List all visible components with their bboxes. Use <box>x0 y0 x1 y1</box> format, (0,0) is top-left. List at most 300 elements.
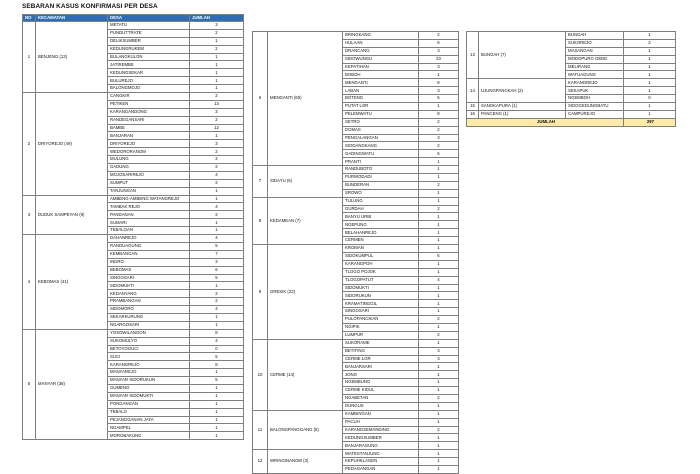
table-row <box>23 93 244 101</box>
desa-name: METATU <box>108 22 190 30</box>
row-number: 2 <box>23 93 36 196</box>
jumlah-value: 1 <box>419 410 459 418</box>
header-desa: DESA <box>108 15 190 22</box>
desa-name: SROWO <box>343 189 419 197</box>
jumlah-value: 2 <box>419 126 459 134</box>
table-row <box>23 22 244 30</box>
desa-name: BETOYOGUCI <box>108 345 190 353</box>
desa-name: PEJANGGANAN JAYA <box>108 416 190 424</box>
jumlah-value: 1 <box>419 387 459 395</box>
jumlah-value: 5 <box>190 353 244 361</box>
jumlah-value: 3 <box>190 258 244 266</box>
desa-name: NGABETAN <box>343 394 419 402</box>
jumlah-value: 1 <box>419 339 459 347</box>
desa-name: RANDUBOTO <box>343 166 419 174</box>
desa-name: WATUAGUNG <box>566 71 624 79</box>
desa-name: PANDANAN <box>108 211 190 219</box>
jumlah-value: 1 <box>419 300 459 308</box>
desa-name: LABAN <box>343 87 419 95</box>
desa-name: BRINGKANG <box>343 32 419 40</box>
jumlah-value: 4 <box>190 203 244 211</box>
row-number: 8 <box>253 197 268 244</box>
desa-name: SIODANGKANG <box>343 142 419 150</box>
jumlah-value: 1 <box>624 87 676 95</box>
header-no: NO <box>23 15 36 22</box>
desa-name: MULUNG <box>108 156 190 164</box>
jumlah-value: 1 <box>190 85 244 93</box>
jumlah-value: 8 <box>190 329 244 337</box>
kecamatan-name: KEDAMEAN (7) <box>268 197 343 244</box>
row-number: 1 <box>23 22 36 93</box>
desa-name: PELEMWATU <box>343 110 419 118</box>
desa-name: KEPUHKLAGEN <box>343 458 419 466</box>
jumlah-value: 1 <box>190 53 244 61</box>
jumlah-value: 5 <box>419 95 459 103</box>
table-row <box>253 166 459 174</box>
desa-name: PURWODADI <box>343 174 419 182</box>
jumlah-value: 1 <box>419 221 459 229</box>
total-row <box>467 118 676 126</box>
row-number: 4 <box>23 235 36 330</box>
table-row <box>253 197 459 205</box>
jumlah-value: 1 <box>190 432 244 440</box>
jumlah-value: 2 <box>419 32 459 40</box>
desa-name: INDRO <box>108 258 190 266</box>
jumlah-value: 1 <box>624 55 676 63</box>
kecamatan-name: DRIYOREJO (49) <box>36 93 108 196</box>
kecamatan-name: BENJENG (13) <box>36 22 108 93</box>
row-number: 10 <box>253 339 268 410</box>
desa-name: KEDUNGRUKEM <box>108 45 190 53</box>
desa-name: HULAAN <box>343 39 419 47</box>
desa-name: DRANCANG <box>343 47 419 55</box>
desa-name: BANJARAGUNG <box>343 442 419 450</box>
desa-name: JONO <box>343 371 419 379</box>
jumlah-value: 3 <box>190 22 244 30</box>
table-row <box>253 32 459 40</box>
desa-name: SIDORUKUN <box>343 292 419 300</box>
row-number: 13 <box>467 32 479 79</box>
row-number: 14 <box>467 79 479 103</box>
desa-name: CERME LOR <box>343 355 419 363</box>
jumlah-value: 1 <box>624 63 676 71</box>
total-label: JUMLAH <box>467 118 624 126</box>
jumlah-value: 2 <box>190 164 244 172</box>
jumlah-value: 2 <box>190 156 244 164</box>
desa-name: DELIKSUMBER <box>108 37 190 45</box>
desa-name: PULOPANCIKAN <box>343 316 419 324</box>
desa-name: BULUREJO <box>108 77 190 85</box>
total-value: 297 <box>624 118 676 126</box>
jumlah-value: 1 <box>190 416 244 424</box>
jumlah-value: 1 <box>419 229 459 237</box>
kecamatan-name: WRINGINANOM (3) <box>268 450 343 474</box>
table-row <box>23 195 244 203</box>
jumlah-value: 1 <box>190 227 244 235</box>
kecamatan-name: UJUNGPANGKAH (2) <box>479 79 566 103</box>
row-number: 3 <box>23 195 36 234</box>
desa-name: SUKOREJO <box>566 39 624 47</box>
jumlah-value: 1 <box>419 308 459 316</box>
jumlah-value: 1 <box>419 363 459 371</box>
jumlah-value: 1 <box>190 77 244 85</box>
jumlah-value: 1 <box>419 442 459 450</box>
desa-name: BAMBE <box>108 124 190 132</box>
desa-name: DUNGUS <box>343 402 419 410</box>
desa-name: KEDUNGSEKAR <box>108 69 190 77</box>
jumlah-value: 2 <box>190 298 244 306</box>
desa-name: PACUH <box>343 418 419 426</box>
jumlah-value: 2 <box>419 316 459 324</box>
jumlah-value: 0 <box>624 95 676 103</box>
desa-name: JATIREMBE <box>108 61 190 69</box>
desa-name: BEBOMAS <box>108 266 190 274</box>
jumlah-value: 6 <box>190 266 244 274</box>
jumlah-value: 5 <box>190 274 244 282</box>
desa-name: TEBALO <box>108 408 190 416</box>
table-row <box>23 235 244 243</box>
row-number: 9 <box>253 245 268 340</box>
jumlah-value: 1 <box>190 392 244 400</box>
jumlah-value: 1 <box>190 61 244 69</box>
jumlah-value: 2 <box>419 394 459 402</box>
jumlah-value: 1 <box>190 132 244 140</box>
desa-name: SUKORAME <box>343 339 419 347</box>
jumlah-value: 4 <box>190 171 244 179</box>
jumlah-value: 1 <box>419 71 459 79</box>
desa-name: TEBALOAN <box>108 227 190 235</box>
desa-name: WEDORORANOM <box>108 148 190 156</box>
jumlah-value: 1 <box>624 32 676 40</box>
desa-name: SIDOKUMPUL <box>343 252 419 260</box>
row-number: 11 <box>253 410 268 449</box>
jumlah-value: 1 <box>419 284 459 292</box>
jumlah-value: 1 <box>624 79 676 87</box>
jumlah-value: 1 <box>419 418 459 426</box>
jumlah-value: 1 <box>624 71 676 79</box>
table-row <box>23 329 244 337</box>
desa-name: TULUNG <box>343 197 419 205</box>
desa-name: MANYAR SIDORUKUN <box>108 377 190 385</box>
desa-name: SIDOMUKTI <box>343 284 419 292</box>
desa-name: PRAMBANGAN <box>108 298 190 306</box>
jumlah-value: 0 <box>190 345 244 353</box>
jumlah-value: 2 <box>190 93 244 101</box>
desa-name: SETRO <box>343 118 419 126</box>
desa-name: RANDEGANSARI <box>108 116 190 124</box>
row-number: 5 <box>23 329 36 439</box>
desa-name: KROMAN <box>343 245 419 253</box>
cases-table-left <box>22 14 244 440</box>
jumlah-value: 1 <box>419 268 459 276</box>
kecamatan-name: DUDUK SAMPEYAN (9) <box>36 195 108 234</box>
jumlah-value: 1 <box>419 158 459 166</box>
jumlah-value: 3 <box>419 355 459 363</box>
desa-name: KARANGREJO <box>108 361 190 369</box>
desa-name: MOROBAKUNG <box>108 432 190 440</box>
jumlah-value: 4 <box>190 235 244 243</box>
desa-name: NGARGOSARI <box>108 321 190 329</box>
desa-name: MANYAR SIDOMUKTI <box>108 392 190 400</box>
jumlah-value: 2 <box>190 211 244 219</box>
jumlah-value: 5 <box>190 242 244 250</box>
desa-name: LUMPUR <box>343 331 419 339</box>
jumlah-value: 1 <box>419 450 459 458</box>
jumlah-value: 1 <box>190 69 244 77</box>
desa-name: KARANGANDONG <box>108 108 190 116</box>
desa-name: CERMEN <box>343 237 419 245</box>
desa-name: BUNGAH <box>566 32 624 40</box>
jumlah-value: 1 <box>190 400 244 408</box>
desa-name: BOTENG <box>343 95 419 103</box>
jumlah-value: 2 <box>190 148 244 156</box>
kecamatan-name: MANYAR (38) <box>36 329 108 439</box>
desa-name: BELAHANREJO <box>343 229 419 237</box>
jumlah-value: 8 <box>419 79 459 87</box>
jumlah-value: 1 <box>190 219 244 227</box>
jumlah-value: 5 <box>190 377 244 385</box>
jumlah-value: 2 <box>190 290 244 298</box>
cases-table-middle <box>252 31 459 474</box>
jumlah-value: 1 <box>419 237 459 245</box>
table-row <box>253 245 459 253</box>
jumlah-value: 4 <box>419 276 459 284</box>
jumlah-value: 13 <box>190 100 244 108</box>
desa-name: MANYAREJO <box>108 369 190 377</box>
desa-name: NGEMBOH <box>566 95 624 103</box>
desa-name: MASANGAN <box>566 47 624 55</box>
desa-name: SIDOWUNGU <box>343 55 419 63</box>
desa-name: SUKOMULYO <box>108 337 190 345</box>
desa-name: TAMBAK REJO <box>108 203 190 211</box>
jumlah-value: 1 <box>419 174 459 182</box>
page-title: SEBARAN KASUS KONFIRMASI PER DESA <box>22 3 158 10</box>
desa-name: SINGOSARI <box>108 274 190 282</box>
desa-name: RANDUAGUNG <box>108 242 190 250</box>
jumlah-value: 1 <box>419 245 459 253</box>
desa-name: CERME KIDUL <box>343 387 419 395</box>
desa-name: YOSOWILANGON <box>108 329 190 337</box>
desa-name: NGEMBUNG <box>343 379 419 387</box>
desa-name: MOJOSARIREJO <box>108 171 190 179</box>
desa-name: PEDAGANGAN <box>343 465 419 473</box>
jumlah-value: 8 <box>190 361 244 369</box>
desa-name: PRANTI <box>343 158 419 166</box>
jumlah-value: 1 <box>190 187 244 195</box>
jumlah-value: 2 <box>419 205 459 213</box>
table-header-row <box>23 15 244 22</box>
jumlah-value: 1 <box>419 465 459 473</box>
row-number: 12 <box>253 450 268 474</box>
kecamatan-name: BUNGAH (7) <box>479 32 566 79</box>
desa-name: MELIRANG <box>566 63 624 71</box>
table-row <box>253 410 459 418</box>
table-row <box>467 103 676 111</box>
desa-name: KRAMATINGGIL <box>343 300 419 308</box>
jumlah-value: 3 <box>419 63 459 71</box>
kecamatan-name: BALONGPANGGANG (5) <box>268 410 343 449</box>
desa-name: DRIYOREJO <box>108 140 190 148</box>
jumlah-value: 6 <box>419 39 459 47</box>
desa-name: SIDOMUKTI <box>108 282 190 290</box>
jumlah-value: 2 <box>419 118 459 126</box>
jumlah-value: 1 <box>624 47 676 55</box>
desa-name: DOMAS <box>343 126 419 134</box>
desa-name: KARANGREJO <box>566 79 624 87</box>
desa-name: DAHANREJO <box>108 235 190 243</box>
desa-name: CANGKIR <box>108 93 190 101</box>
kecamatan-name: SANGKAPURA (1) <box>479 103 566 111</box>
jumlah-value: 1 <box>190 408 244 416</box>
table-row <box>253 450 459 458</box>
desa-name: NGAMPEL <box>108 424 190 432</box>
desa-name: SUCI <box>108 353 190 361</box>
desa-name: MODOPURO GEDE <box>566 55 624 63</box>
desa-name: AMBENG-AMBENG WATANGREJO <box>108 195 190 203</box>
jumlah-value: 1 <box>419 402 459 410</box>
jumlah-value: 3 <box>190 140 244 148</box>
header-kecamatan: KECAMATAN <box>36 15 108 22</box>
desa-name: TLOGOPATUT <box>343 276 419 284</box>
table-row <box>253 339 459 347</box>
jumlah-value: 8 <box>419 110 459 118</box>
desa-name: BUNDERAN <box>343 181 419 189</box>
kecamatan-name: CERME (14) <box>268 339 343 410</box>
desa-name: BANJARAN <box>108 132 190 140</box>
jumlah-value: 1 <box>419 323 459 331</box>
jumlah-value: 1 <box>419 434 459 442</box>
desa-name: NGEPUNG <box>343 221 419 229</box>
desa-name: BANJARSARI <box>343 363 419 371</box>
jumlah-value: 4 <box>190 306 244 314</box>
desa-name: KARANGSEMANDING <box>343 426 419 434</box>
desa-name: PENGALANGAN <box>343 134 419 142</box>
table-row <box>467 32 676 40</box>
jumlah-value: 1 <box>190 384 244 392</box>
desa-name: GADINGWATU <box>343 150 419 158</box>
jumlah-value: 1 <box>419 458 459 466</box>
desa-name: TANJUNGAN <box>108 187 190 195</box>
jumlah-value: 1 <box>190 369 244 377</box>
desa-name: BOBOH <box>343 71 419 79</box>
jumlah-value: 2 <box>419 331 459 339</box>
jumlah-value: 2 <box>190 29 244 37</box>
jumlah-value: 3 <box>419 87 459 95</box>
jumlah-value: 1 <box>419 371 459 379</box>
kecamatan-name: KEBOMAS (41) <box>36 235 108 330</box>
jumlah-value: 6 <box>419 150 459 158</box>
jumlah-value: 2 <box>419 142 459 150</box>
kecamatan-name: MENGANTI (60) <box>268 32 343 166</box>
desa-name: SIDOGEDUNGBATU <box>566 103 624 111</box>
jumlah-value: 1 <box>419 189 459 197</box>
jumlah-value: 1 <box>190 313 244 321</box>
desa-name: PUNDUTTRATE <box>108 29 190 37</box>
jumlah-value: 1 <box>190 37 244 45</box>
jumlah-value: 3 <box>190 108 244 116</box>
desa-name: MENGANTI <box>343 79 419 87</box>
jumlah-value: 2 <box>624 39 676 47</box>
row-number: 15 <box>467 103 479 111</box>
row-number: 7 <box>253 166 268 198</box>
table-row <box>467 110 676 118</box>
jumlah-value: 2 <box>190 116 244 124</box>
jumlah-value: 1 <box>419 166 459 174</box>
jumlah-value: 1 <box>419 260 459 268</box>
desa-name: BALONGMOJO <box>108 85 190 93</box>
table-row <box>467 79 676 87</box>
desa-name: BANYU URIB <box>343 213 419 221</box>
kecamatan-name: GRESIK (22) <box>268 245 343 340</box>
jumlah-value: 1 <box>190 321 244 329</box>
desa-name: BETITING <box>343 347 419 355</box>
jumlah-value: 2 <box>190 45 244 53</box>
jumlah-value: 3 <box>419 134 459 142</box>
jumlah-value: 3 <box>419 347 459 355</box>
desa-name: SEKARKURUNG <box>108 313 190 321</box>
desa-name: SINGOSARI <box>343 308 419 316</box>
header-jumlah: JUMLAH <box>190 15 244 22</box>
jumlah-value: 1 <box>190 282 244 290</box>
desa-name: NGIPIK <box>343 323 419 331</box>
desa-name: KEMBANGAN <box>108 250 190 258</box>
jumlah-value: 6 <box>419 252 459 260</box>
row-number: 16 <box>467 110 479 118</box>
jumlah-value: 1 <box>190 424 244 432</box>
jumlah-value: 1 <box>419 197 459 205</box>
jumlah-value: 1 <box>419 103 459 111</box>
jumlah-value: 23 <box>419 55 459 63</box>
jumlah-value: 1 <box>419 379 459 387</box>
desa-name: SEKAPUK <box>566 87 624 95</box>
jumlah-value: 1 <box>419 292 459 300</box>
kecamatan-name: PANCENG (1) <box>479 110 566 118</box>
jumlah-value: 2 <box>190 179 244 187</box>
row-number: 6 <box>253 32 268 166</box>
jumlah-value: 1 <box>624 103 676 111</box>
desa-name: WATESTANJUNG <box>343 450 419 458</box>
desa-name: GURDAH <box>343 205 419 213</box>
desa-name: GADUNG <box>108 164 190 172</box>
desa-name: PETIKEN <box>108 100 190 108</box>
desa-name: SUMARI <box>108 219 190 227</box>
desa-name: PONGANGAN <box>108 400 190 408</box>
desa-name: KEPATIHAN <box>343 63 419 71</box>
desa-name: SUMPUT <box>108 179 190 187</box>
desa-name: PUTAT LOR <box>343 103 419 111</box>
desa-name: BULANGKULON <box>108 53 190 61</box>
jumlah-value: 1 <box>190 195 244 203</box>
jumlah-value: 1 <box>419 213 459 221</box>
jumlah-value: 3 <box>419 47 459 55</box>
desa-name: CAMPUREJO <box>566 110 624 118</box>
cases-table-right <box>466 31 676 127</box>
desa-name: KEDANYANG <box>108 290 190 298</box>
desa-name: TLOGO POJOK <box>343 268 419 276</box>
kecamatan-name: SIDAYU (5) <box>268 166 343 198</box>
jumlah-value: 7 <box>190 250 244 258</box>
desa-name: KAMBINGAN <box>343 410 419 418</box>
desa-name: GUMENO <box>108 384 190 392</box>
jumlah-value: 2 <box>419 426 459 434</box>
desa-name: KARANGPOH <box>343 260 419 268</box>
jumlah-value: 4 <box>190 337 244 345</box>
jumlah-value: 2 <box>419 181 459 189</box>
jumlah-value: 12 <box>190 124 244 132</box>
desa-name: SIDOMORO <box>108 306 190 314</box>
desa-name: KEDUNGSUMBER <box>343 434 419 442</box>
jumlah-value: 1 <box>624 110 676 118</box>
